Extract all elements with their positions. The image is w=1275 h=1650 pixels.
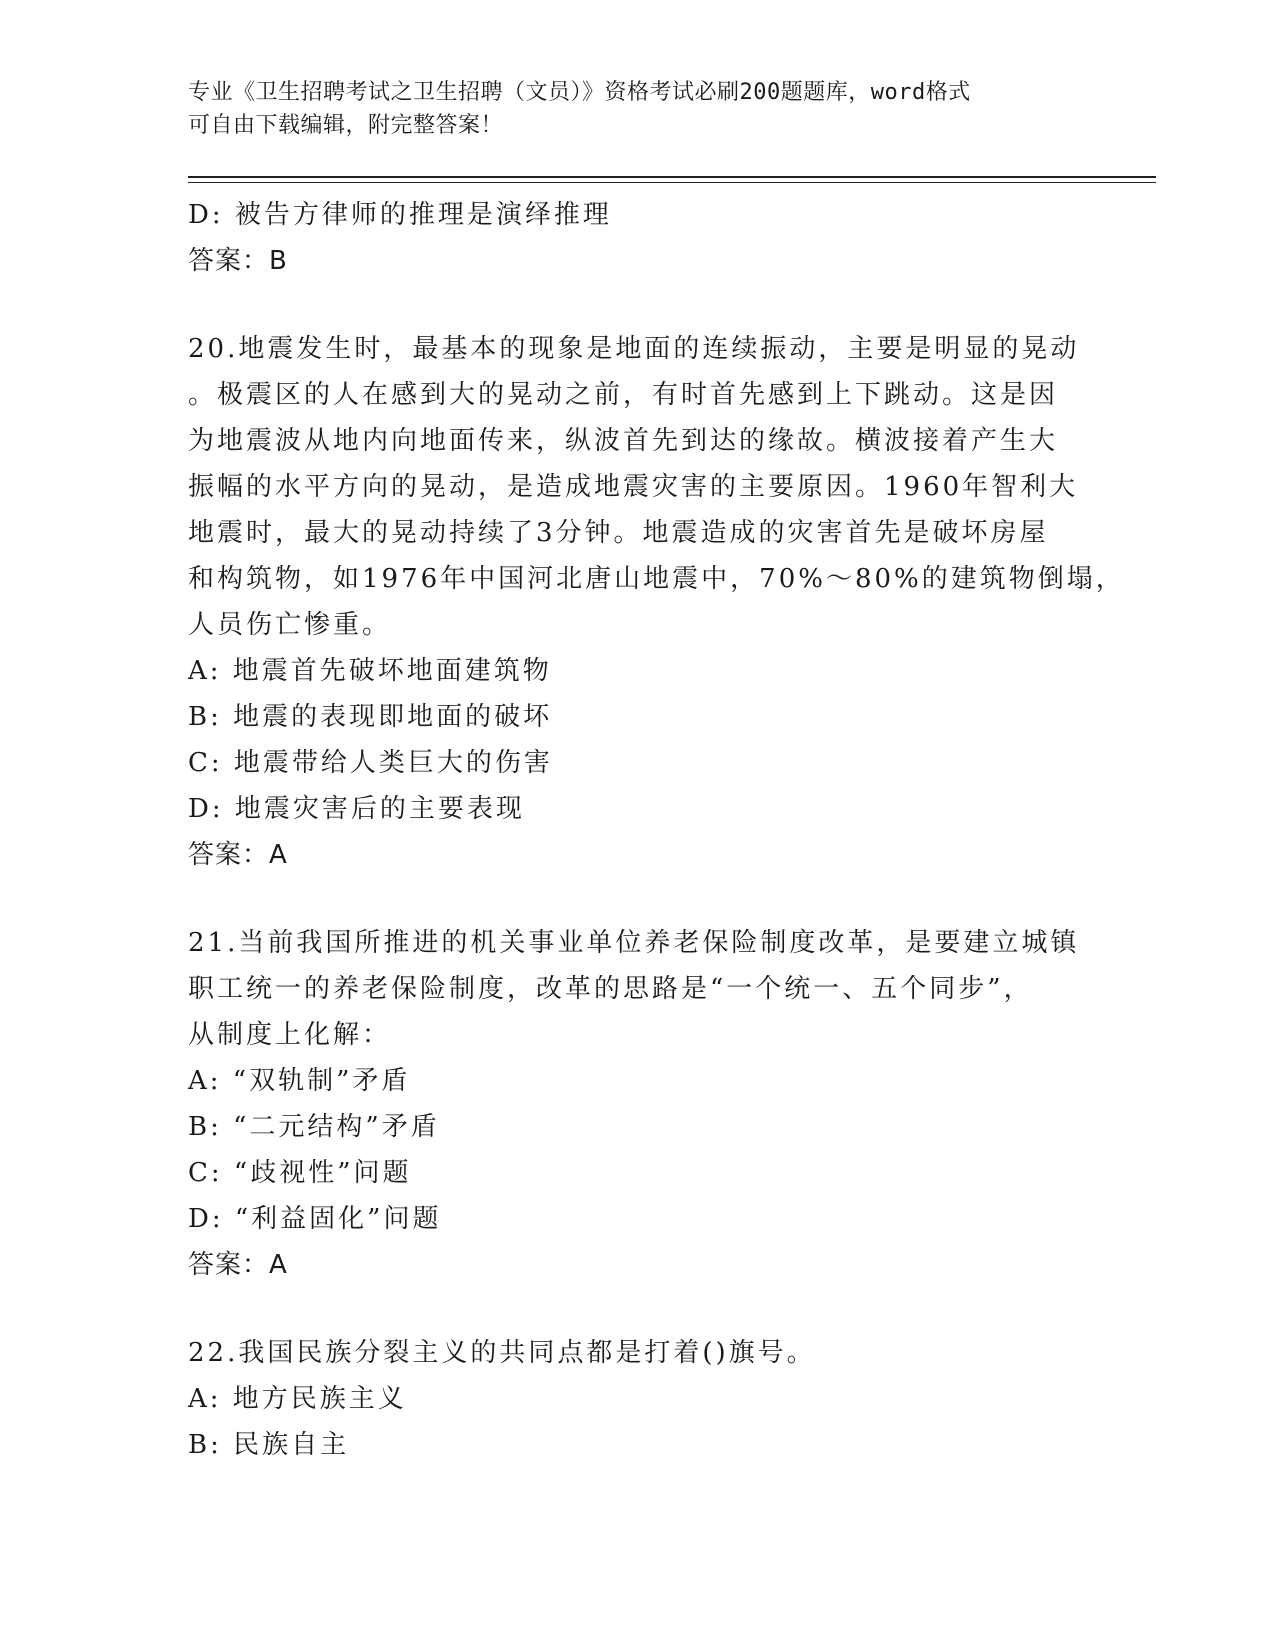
q20-stem-line: 振幅的水平方向的晃动，是造成地震灾害的主要原因。1960年智利大 [188,472,1079,502]
question-21 [188,920,1088,1288]
q21-option-a: A: “双轨制”矛盾 [188,1066,411,1096]
q20-stem-line: 为地震波从地内向地面传来，纵波首先到达的缘故。横波接着产生大 [188,426,1059,456]
q22-stem-line: 22.我国民族分裂主义的共同点都是打着()旗号。 [188,1338,816,1368]
q20-option-a: A: 地震首先破坏地面建筑物 [188,656,552,686]
q19-option-d: D: 被告方律师的推理是演绎推理 [188,200,612,230]
q21-option-d: D: “利益固化”问题 [188,1204,442,1234]
q19-answer: 答案：B [188,246,288,276]
q20-stem-line: 地震时，最大的晃动持续了3分钟。地震造成的灾害首先是破坏房屋 [188,518,1049,548]
q20-answer: 答案：A [188,840,288,870]
spacer [188,1288,1088,1330]
q20-option-d: D: 地震灾害后的主要表现 [188,794,525,824]
question-20 [188,326,1125,878]
q22-option-b: B: 民族自主 [188,1430,350,1460]
header-divider-thick [188,176,1156,178]
q21-answer: 答案：A [188,1250,288,1280]
header-title-line-2: 可自由下载编辑，附完整答案！ [188,113,504,138]
q21-stem-line: 职工统一的养老保险制度，改革的思路是“一个统一、五个同步”， [188,974,1033,1004]
q21-stem-line: 从制度上化解： [188,1020,392,1050]
q20-stem-line: 人员伤亡惨重。 [188,610,392,640]
spacer [188,284,1088,326]
q20-stem-line: 和构筑物，如1976年中国河北唐山地震中，70%～80%的建筑物倒塌， [188,564,1125,594]
q20-stem-line: 。极震区的人在感到大的晃动之前，有时首先感到上下跳动。这是因 [188,380,1059,410]
question-22 [188,1330,1088,1468]
q20-option-c: C: 地震带给人类巨大的伤害 [188,748,553,778]
header-divider-thin [188,182,1156,183]
spacer [188,878,1088,920]
q22-option-a: A: 地方民族主义 [188,1384,407,1414]
q21-option-b: B: “二元结构”矛盾 [188,1112,440,1142]
question-content [188,192,1125,1468]
q20-option-b: B: 地震的表现即地面的破坏 [188,702,553,732]
q21-option-c: C: “歧视性”问题 [188,1158,412,1188]
page-header [188,76,1068,142]
q21-stem-line: 21.当前我国所推进的机关事业单位养老保险制度改革，是要建立城镇 [188,928,1080,958]
header-title-line-1: 专业《卫生招聘考试之卫生招聘（文员）》资格考试必刷200题题库，word格式 [188,80,971,105]
q20-stem-line: 20.地震发生时，最基本的现象是地面的连续振动，主要是明显的晃动 [188,334,1080,364]
